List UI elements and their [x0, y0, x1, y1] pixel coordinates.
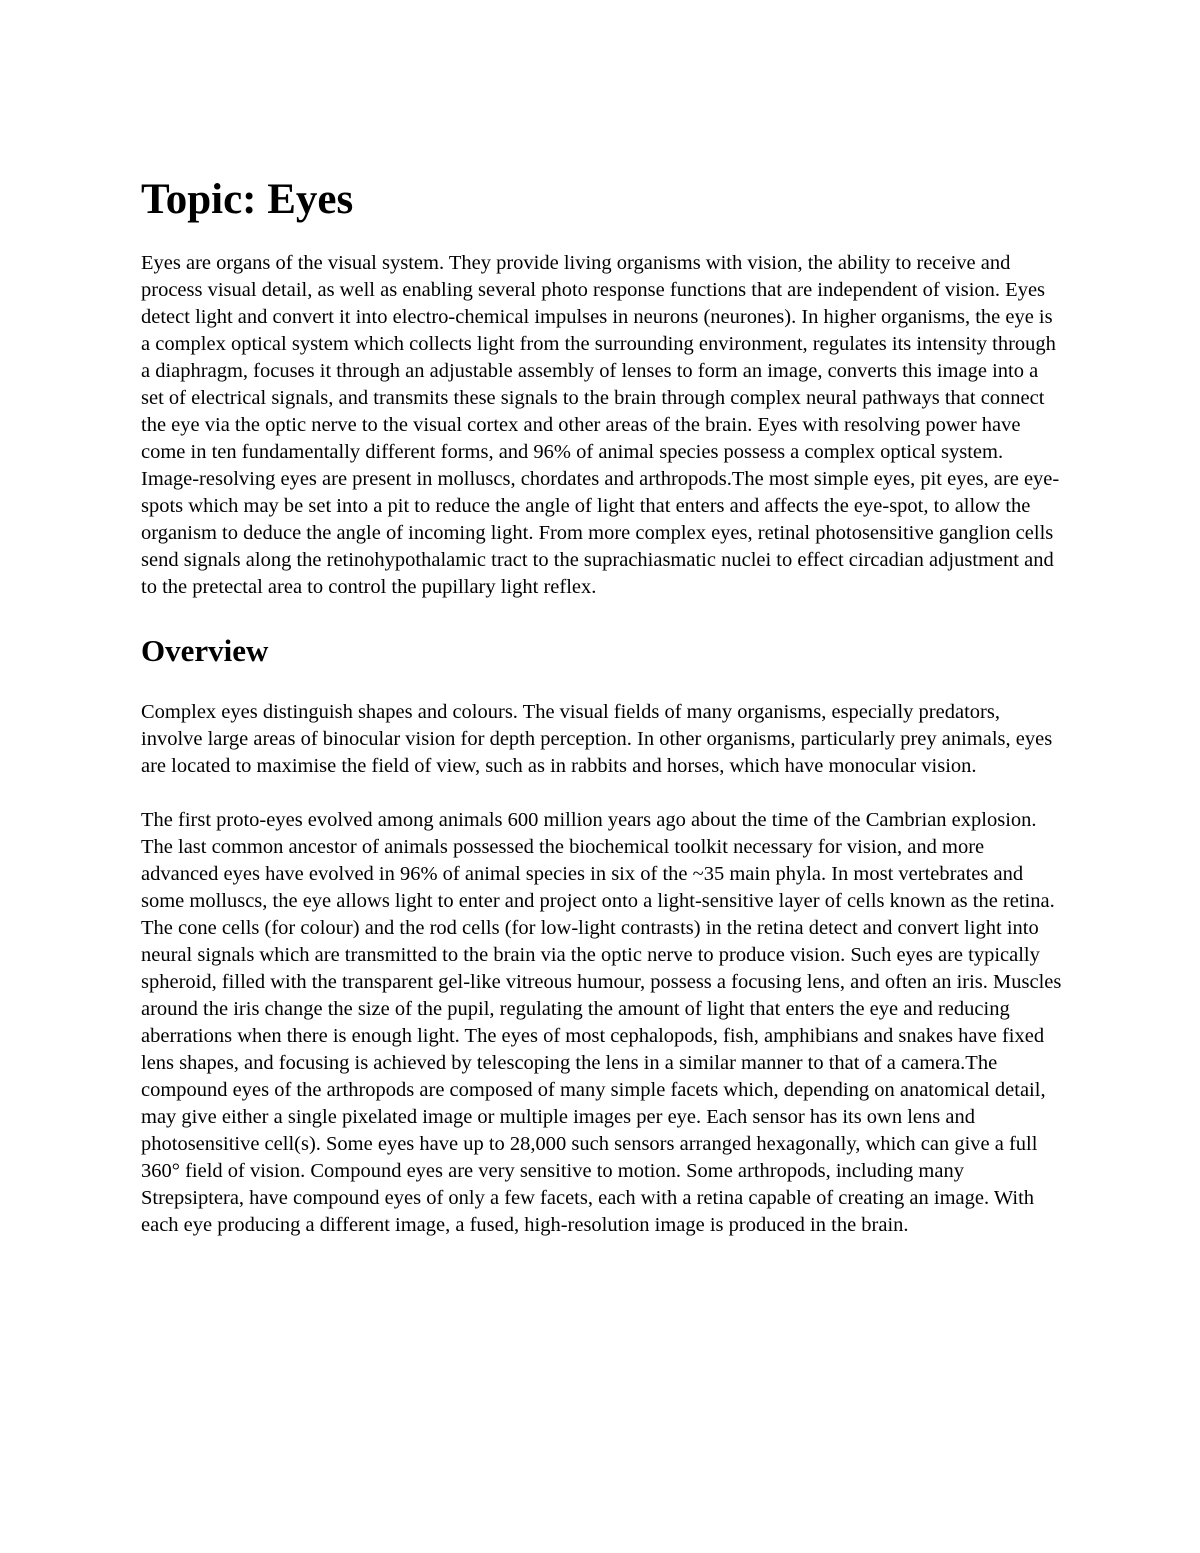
- page-title: Topic: Eyes: [141, 176, 354, 223]
- overview-paragraph-1: Complex eyes distinguish shapes and colours. The visual fields of many organisms, especially predators, involve large areas of binocular vision for depth perception. In other organisms, particularly prey animals, eyes are located to maximise the field of view, such as in rabbits and horses, which have monocular vision.: [141, 701, 1053, 777]
- overview-paragraph-2: The first proto-eyes evolved among animals 600 million years ago about the time of the Cambrian explosion. The last common ancestor of animals possessed the biochemical toolkit necessary for vision, and more advanced eyes have evolved in 96% of animal species in six of the ~35 main phyla. In most vertebrates and some molluscs, the eye allows light to enter and project onto a light-sensitive layer of cells known as the retina. The cone cells (for colour) and the rod cells (for low-light contrasts) in the retina detect and convert light into neural signals which are transmitted to the brain via the optic nerve to produce vision. Such eyes are typically spheroid, filled with the transparent gel-like vitreous humour, possess a focusing lens, and often an iris. Muscles around the iris change the size of the pupil, regulating the amount of light that enters the eye and reducing aberrations when there is enough light. The eyes of most cephalopods, fish, amphibians and snakes have fixed lens shapes, and focusing is achieved by telescoping the lens in a similar manner to that of a camera.The compound eyes of the arthropods are composed of many simple facets which, depending on anatomical detail, may give either a single pixelated image or multiple images per eye. Each sensor has its own lens and photosensitive cell(s). Some eyes have up to 28,000 such sensors arranged hexagonally, which can give a full 360° field of vision. Compound eyes are very sensitive to motion. Some arthropods, including many Strepsiptera, have compound eyes of only a few facets, each with a retina capable of creating an image. With each eye producing a different image, a fused, high-resolution image is produced in the brain.: [141, 809, 1062, 1236]
- overview-heading: Overview: [141, 633, 269, 668]
- intro-paragraph: Eyes are organs of the visual system. They provide living organisms with vision, the ability to receive and process visual detail, as well as enabling several photo response functions that are independent of vision. Eyes detect light and convert it into electro-chemical impulses in neurons (neurones). In higher organisms, the eye is a complex optical system which collects light from the surrounding environment, regulates its intensity through a diaphragm, focuses it through an adjustable assembly of lenses to form an image, converts this image into a set of electrical signals, and transmits these signals to the brain through complex neural pathways that connect the eye via the optic nerve to the visual cortex and other areas of the brain. Eyes with resolving power have come in ten fundamentally different forms, and 96% of animal species possess a complex optical system. Image-resolving eyes are present in molluscs, chordates and arthropods.The most simple eyes, pit eyes, are eye-spots which may be set into a pit to reduce the angle of light that enters and affects the eye-spot, to allow the organism to deduce the angle of incoming light. From more complex eyes, retinal photosensitive ganglion cells send signals along the retinohypothalamic tract to the suprachiasmatic nuclei to effect circadian adjustment and to the pretectal area to control the pupillary light reflex.: [141, 252, 1060, 598]
- document-page: [141, 170, 1066, 1239]
